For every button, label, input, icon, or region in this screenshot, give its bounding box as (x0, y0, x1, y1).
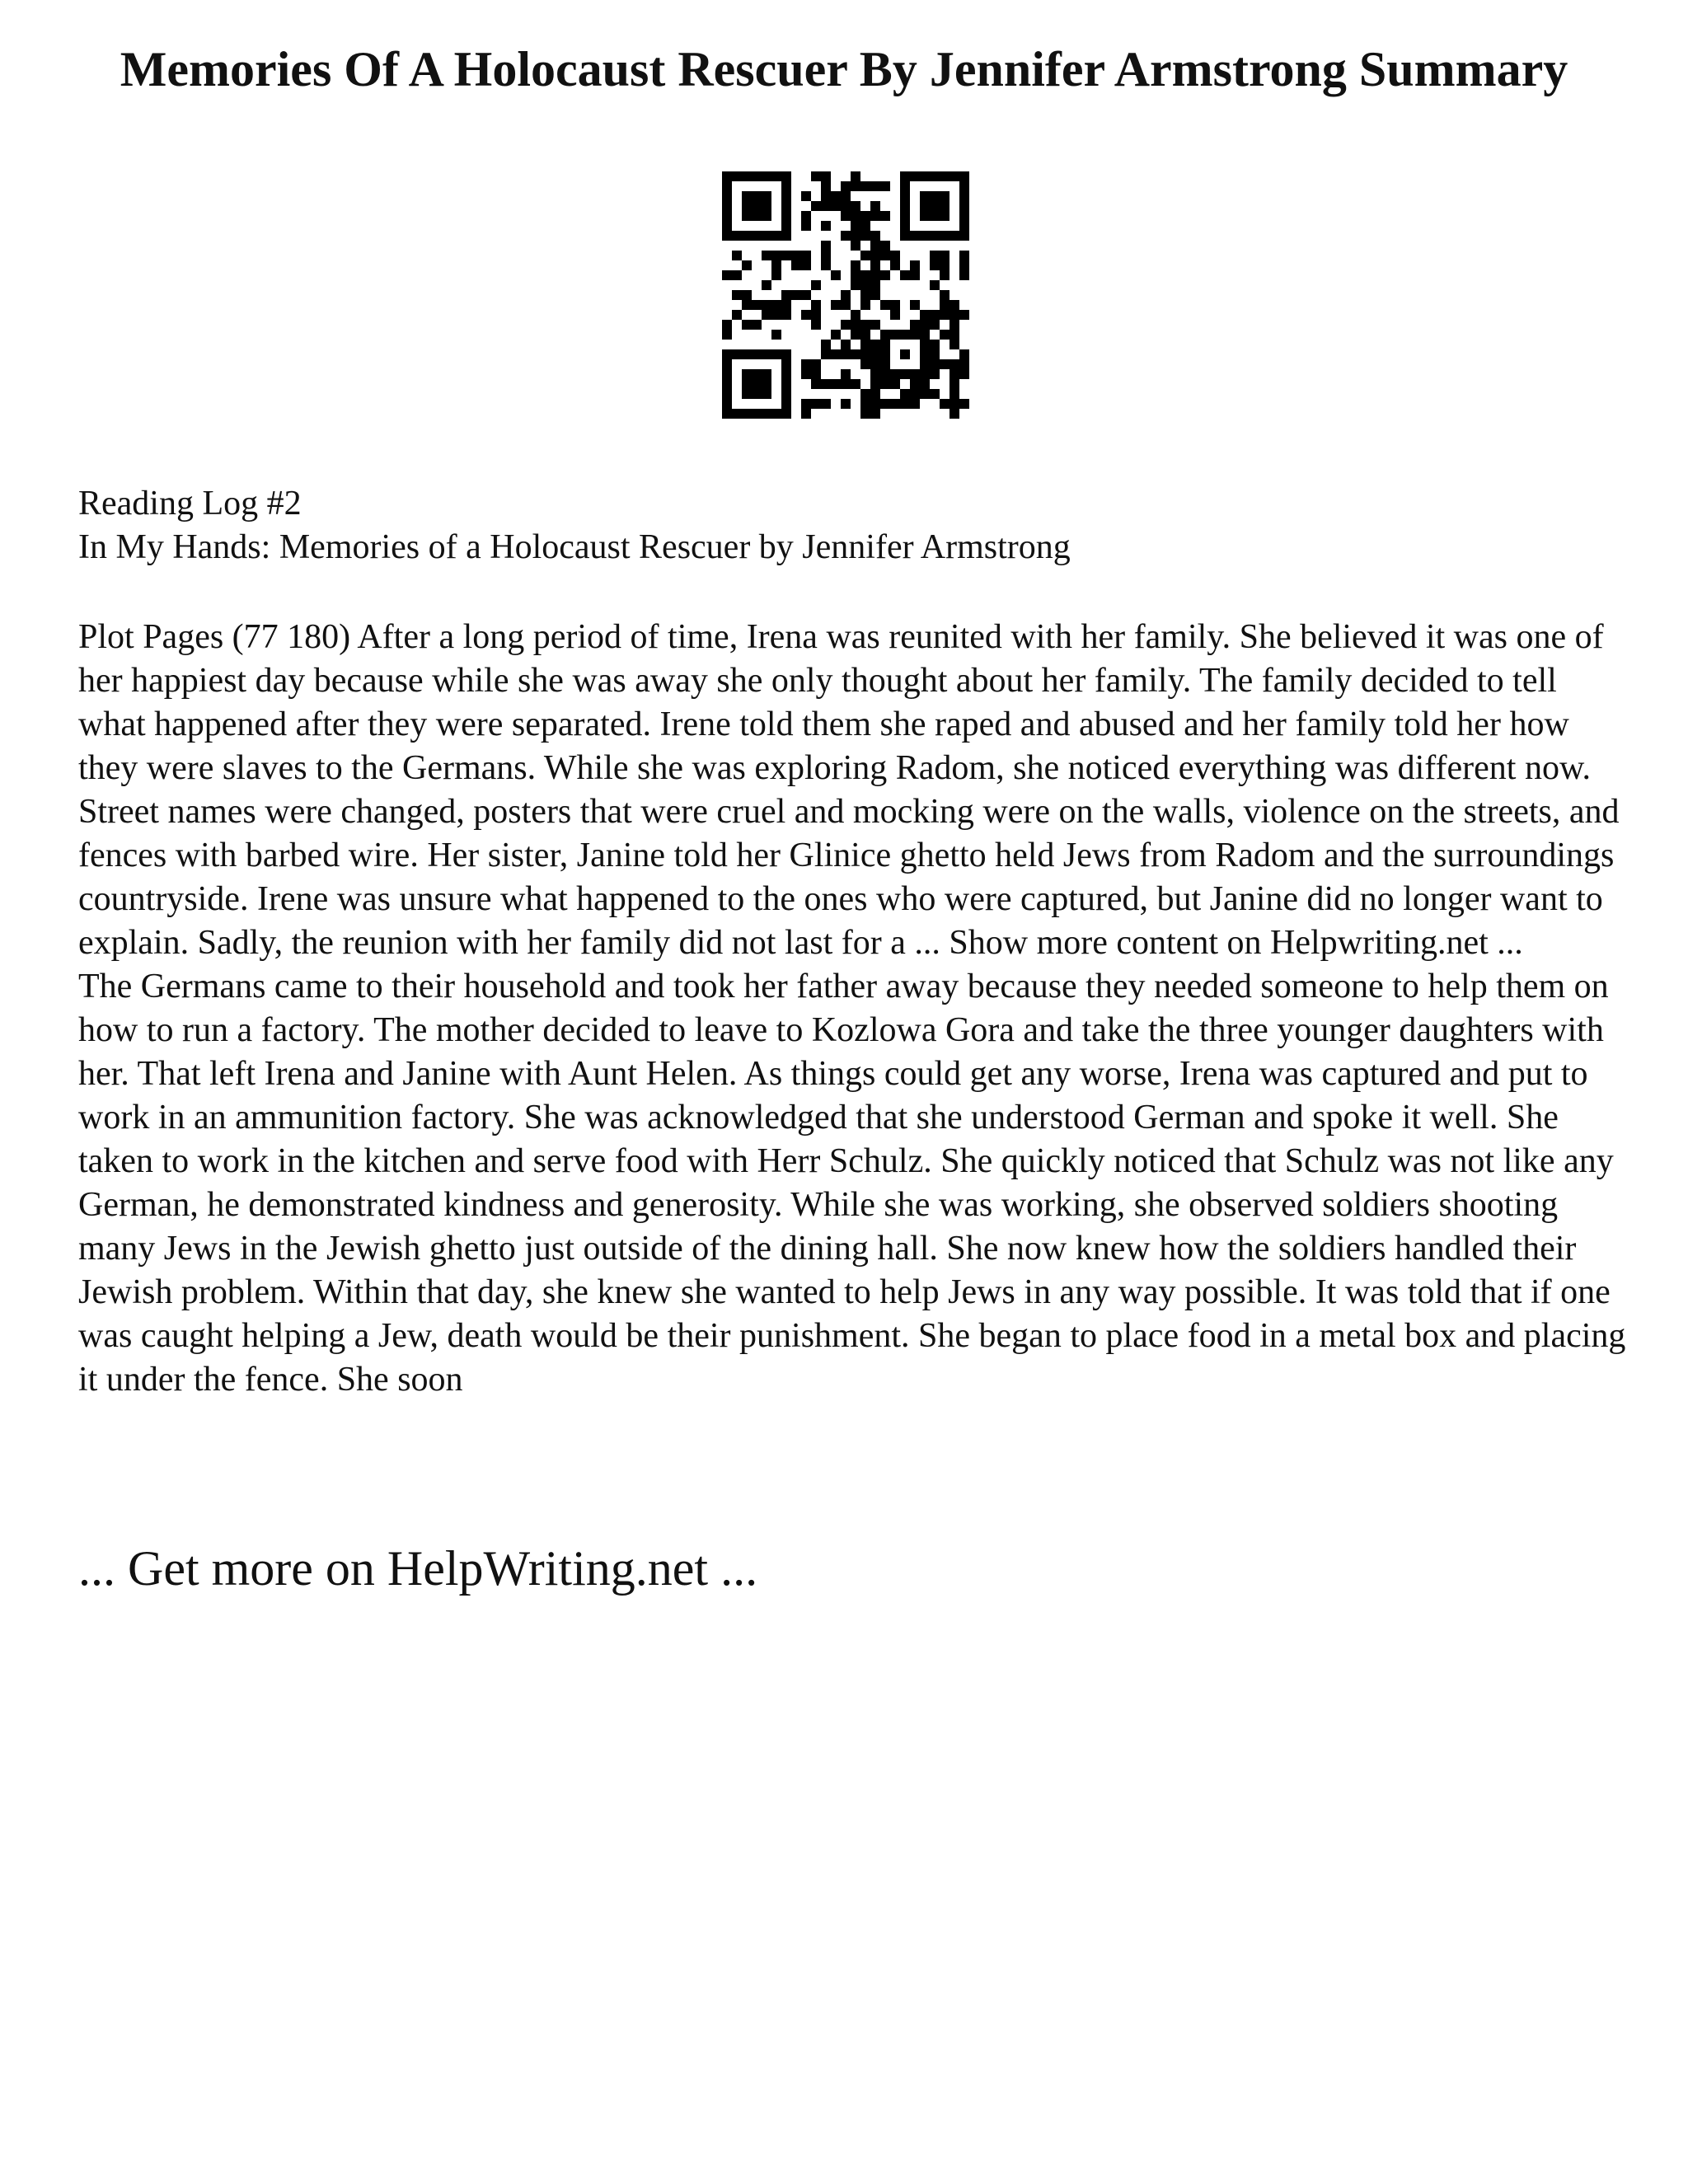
document-title: Memories Of A Holocaust Rescuer By Jennifer Armstrong Summary (120, 42, 1568, 96)
reading-log-number: Reading Log #2 (78, 485, 302, 523)
get-more-link[interactable]: ... Get more on HelpWriting.net ... (78, 1541, 758, 1596)
qr-code-icon (722, 171, 969, 419)
plot-paragraph-2: The Germans came to their household and took her father away because they needed someone to help them on how to run a factory. The mother decided to leave to Kozlowa Gora and take the three younger daughters with her. That left Irena and Janine with Aunt Helen. As things could get any worse, Irena was captured and put to work in an ammunition factory. She was acknowledged that she understood German and spoke it well. She taken to work in the kitchen and serve food with Herr Schulz. She quickly noticed that Schulz was not like any German, he demonstrated kindness and generosity. While she was working, she observed soldiers shooting many Jews in the Jewish ghetto just outside of the dining hall. She now knew how the soldiers handled their Jewish problem. Within that day, she knew she wanted to help Jews in any way possible. It was told that if one was caught helping a Jew, death would be their punishment. She began to place food in a metal box and placing it under the fence. She soon (78, 968, 1626, 1399)
summary-body (78, 616, 1628, 1402)
book-title-line: In My Hands: Memories of a Holocaust Rescuer by Jennifer Armstrong (78, 528, 1071, 566)
reading-log-heading (78, 482, 1611, 569)
plot-paragraph-1: Plot Pages (77 180) After a long period of time, Irena was reunited with her family. She believed it was one of her happiest day because while she was away she only thought about her family. The family decided to tell what happened after they were separated. Irene told them she raped and abused and her family told her how they were slaves to the Germans. While she was exploring Radom, she noticed everything was different now. Street names were changed, posters that were cruel and mocking were on the walls, violence on the streets, and fences with barbed wire. Her sister, Janine told her Glinice ghetto held Jews from Radom and the surroundings countryside. Irene was unsure what happened to the ones who were captured, but Janine did no longer want to explain. Sadly, the reunion with her family did not last for a ... Show more content on Helpwriting.net ... (78, 618, 1620, 962)
